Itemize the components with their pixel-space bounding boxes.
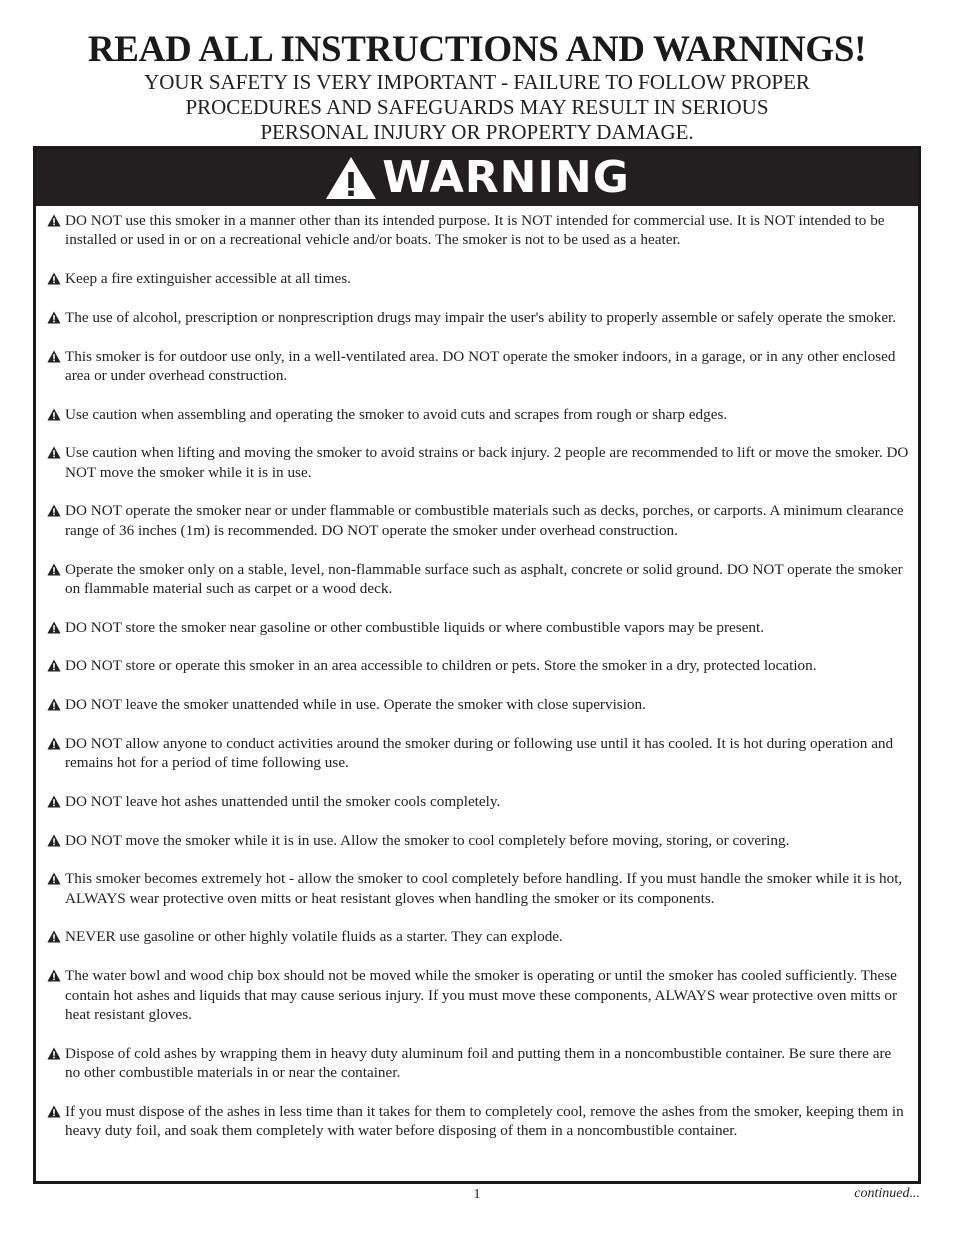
warning-item-text: Dispose of cold ashes by wrapping them in heavy duty aluminum foil and putting them in a noncombustible container. Be sure there are no other combustible materials in or near the container. <box>65 1044 892 1082</box>
warning-item <box>45 927 910 946</box>
page-number: 1 <box>473 1187 481 1202</box>
warning-item <box>45 347 910 386</box>
warning-item <box>45 1044 910 1083</box>
warning-item-text: This smoker becomes extremely hot - allow the smoker to cool completely before handling. If you must handle the smoker while it is hot, ALWAYS wear protective oven mitts or heat resistant gloves when handling the smoker or its components. <box>65 870 903 907</box>
warning-item <box>45 269 910 288</box>
warning-item-text: DO NOT leave the smoker unattended while in use. Operate the smoker with close supervision. <box>65 696 646 714</box>
warning-item <box>45 656 910 675</box>
warning-triangle-icon <box>47 698 61 711</box>
warning-item-text: DO NOT leave hot ashes unattended until the smoker cools completely. <box>65 792 501 810</box>
warning-triangle-icon <box>47 737 61 750</box>
warning-triangle-icon <box>47 272 61 285</box>
warning-item-text: Operate the smoker only on a stable, level, non-flammable surface such as asphalt, concrete or solid ground. DO NOT operate the smoker on flammable material such as carpet or a wood deck. <box>65 560 903 597</box>
warning-item-text: DO NOT use this smoker in a manner other than its intended purpose. It is NOT intended for commercial use. It is NOT intended to be installed or used in or on a recreational vehicle and/or boats. The smoker is not to be used as a heater. <box>65 212 885 249</box>
warning-item <box>45 308 910 327</box>
warning-item <box>45 211 910 250</box>
warning-item-text: This smoker is for outdoor use only, in a well-ventilated area. DO NOT operate the smoker indoors, in a garage, or in any other enclosed area or under overhead construction. <box>65 347 896 384</box>
subtitle-line: PERSONAL INJURY OR PROPERTY DAMAGE. <box>260 120 694 144</box>
warning-item-text: DO NOT store or operate this smoker in an area accessible to children or pets. Store the smoker in a dry, protected location. <box>65 657 817 675</box>
safety-subtitle <box>0 70 954 145</box>
warning-item <box>45 560 910 599</box>
continued-note: continued... <box>854 1186 920 1201</box>
warning-item <box>45 1102 910 1141</box>
warning-triangle-icon <box>47 621 61 634</box>
warning-item-text: Use caution when lifting and moving the smoker to avoid strains or back injury. 2 people are recommended to lift or move the smoker. DO NOT move the smoker while it is in use. <box>65 444 909 481</box>
warning-item <box>45 695 910 714</box>
warning-box <box>33 146 921 1184</box>
warning-triangle-icon <box>47 504 61 517</box>
warning-list <box>45 211 910 1160</box>
warning-item-text: The water bowl and wood chip box should not be moved while the smoker is operating or until the smoker has cooled sufficiently. These contain hot ashes and liquids that may cause serious injury. If you must move these components, ALWAYS wear protective oven mitts or heat resistant gloves. <box>65 967 898 1023</box>
warning-item-text: DO NOT move the smoker while it is in use. Allow the smoker to cool completely before moving, storing, or covering. <box>65 831 790 849</box>
warning-triangle-icon <box>47 795 61 808</box>
warning-item <box>45 792 910 811</box>
warning-triangle-icon <box>47 350 61 363</box>
warning-triangle-icon <box>47 1105 61 1118</box>
warning-triangle-icon <box>47 969 61 982</box>
warning-item <box>45 831 910 850</box>
warning-item <box>45 966 910 1024</box>
warning-item <box>45 734 910 773</box>
page-title: READ ALL INSTRUCTIONS AND WARNINGS! <box>87 29 867 70</box>
warning-item-text: If you must dispose of the ashes in less time than it takes for them to completely cool, remove the ashes from the smoker, keeping them in heavy duty foil, and soak them completely with water before disposing of them in a noncombustible container. <box>65 1102 904 1140</box>
warning-triangle-icon <box>47 446 61 459</box>
warning-item-text: Use caution when assembling and operating the smoker to avoid cuts and scrapes from rough or sharp edges. <box>65 405 728 423</box>
subtitle-line: YOUR SAFETY IS VERY IMPORTANT - FAILURE TO FOLLOW PROPER <box>144 70 810 94</box>
warning-item-text: Keep a fire extinguisher accessible at all times. <box>65 270 351 288</box>
warning-triangle-icon <box>47 659 61 672</box>
warning-triangle-icon <box>47 872 61 885</box>
warning-item-text: DO NOT operate the smoker near or under flammable or combustible materials such as decks, porches, or carports. A minimum clearance range of 36 inches (1m) is recommended. DO NOT operate the smoker under overhead construction. <box>65 502 904 539</box>
warning-triangle-icon <box>324 155 378 201</box>
warning-banner-label: WARNING <box>382 152 630 203</box>
warning-banner <box>36 149 918 206</box>
warning-triangle-icon <box>47 311 61 324</box>
warning-item <box>45 443 910 482</box>
warning-item-text: NEVER use gasoline or other highly volatile fluids as a starter. They can explode. <box>65 928 563 946</box>
warning-triangle-icon <box>47 930 61 943</box>
warning-triangle-icon <box>47 214 61 227</box>
warning-item-text: DO NOT store the smoker near gasoline or other combustible liquids or where combustible vapors may be present. <box>65 618 765 636</box>
warning-item-text: DO NOT allow anyone to conduct activities around the smoker during or following use until it has cooled. It is hot during operation and remains hot for a period of time following use. <box>65 734 894 772</box>
warning-item <box>45 405 910 424</box>
warning-triangle-icon <box>47 563 61 576</box>
warning-item-text: The use of alcohol, prescription or nonprescription drugs may impair the user's ability to properly assemble or safely operate the smoker. <box>65 308 897 326</box>
subtitle-line: PROCEDURES AND SAFEGUARDS MAY RESULT IN SERIOUS <box>185 95 769 119</box>
warning-triangle-icon <box>47 408 61 421</box>
warning-triangle-icon <box>47 1047 61 1060</box>
warning-item <box>45 618 910 637</box>
warning-item <box>45 869 910 908</box>
warning-triangle-icon <box>47 834 61 847</box>
warning-item <box>45 501 910 540</box>
